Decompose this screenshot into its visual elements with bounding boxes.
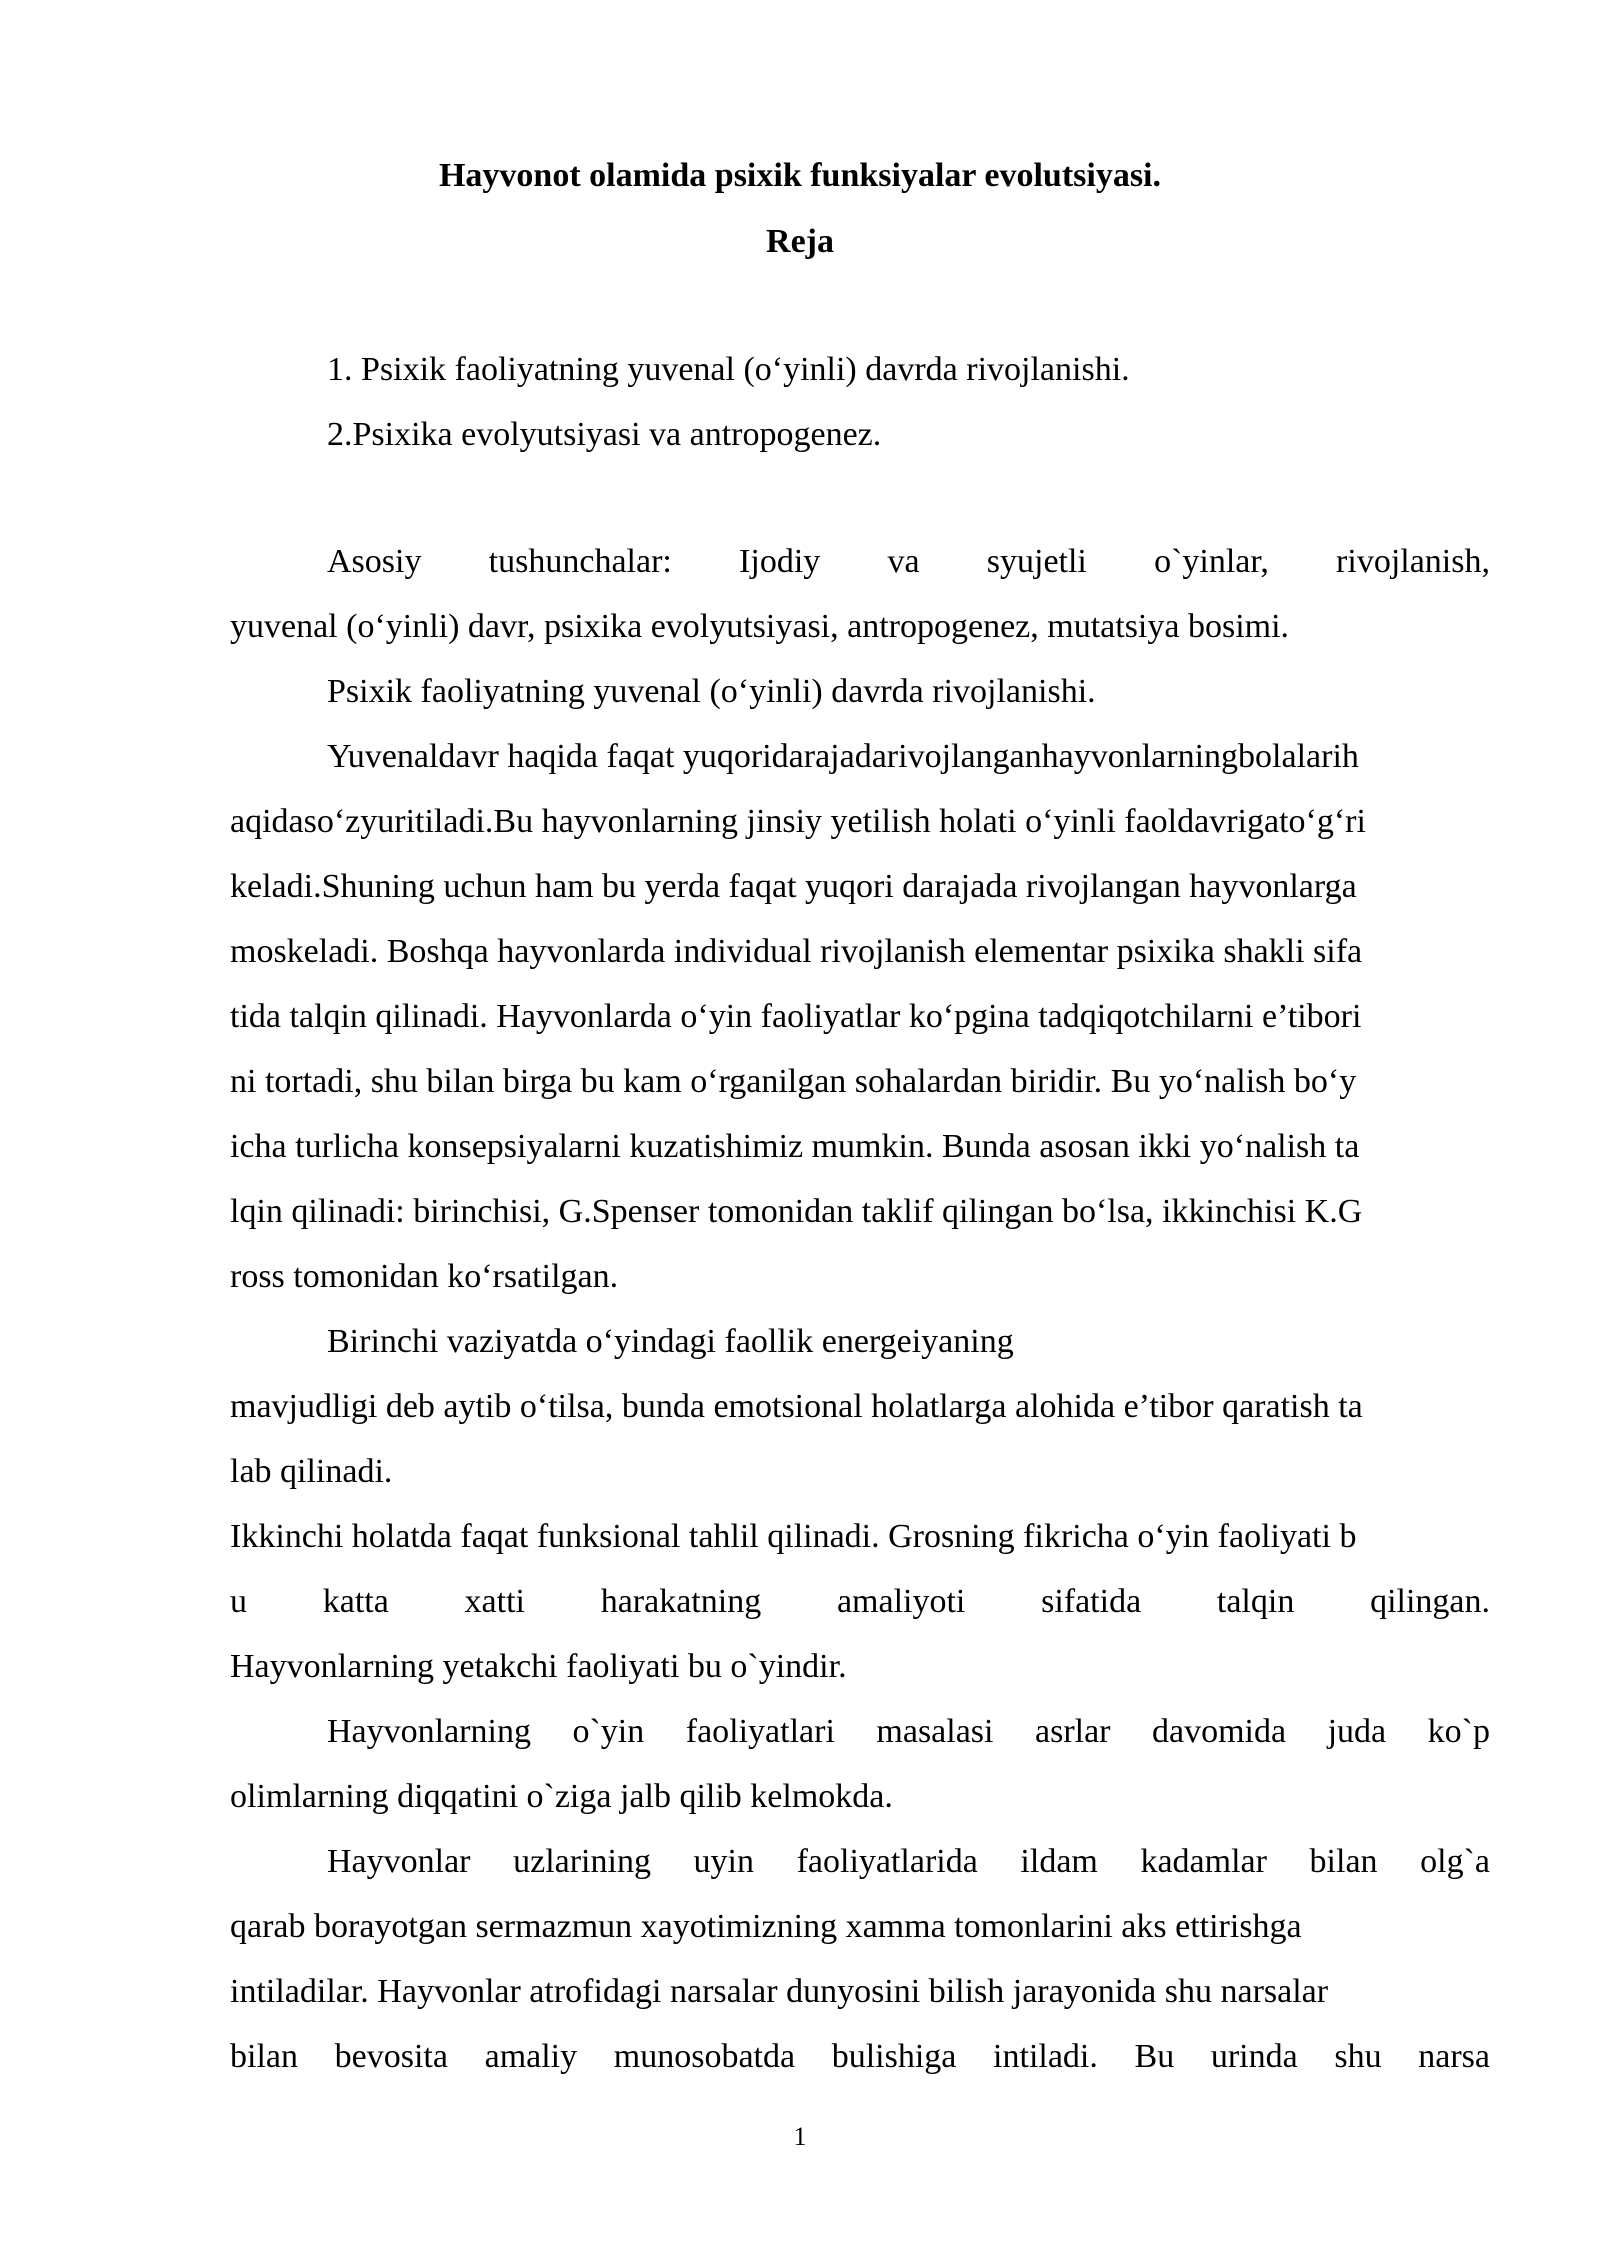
text-line: aqidaso‘zyuritiladi.Bu hayvonlarning jinsiy yetilish holati o‘yinli faoldavrigato‘g‘ri <box>230 803 1366 840</box>
text-line: u katta xatti harakatning amaliyoti sifatida talqin qilingan. <box>230 1583 1490 1620</box>
text-line: Asosiy tushunchalar: Ijodiy va syujetli o`yinlar, rivojlanish, <box>327 543 1490 580</box>
text-line: yuvenal (o‘yinli) davr, psixika evolyutsiyasi, antropogenez, mutatsiya bosimi. <box>230 608 1290 645</box>
plan-heading: Reja <box>766 223 834 260</box>
text-line: mavjudligi deb aytib o‘tilsa, bunda emotsional holatlarga alohida e’tibor qaratish ta <box>230 1388 1363 1425</box>
text-line: ni tortadi, shu bilan birga bu kam o‘rganilgan sohalardan biridir. Bu yo‘nalish bo‘y <box>230 1063 1357 1100</box>
text-line: Birinchi vaziyatda o‘yindagi faollik energeiyaning <box>327 1323 1014 1360</box>
text-line: Hayvonlar uzlarining uyin faoliyatlarida ildam kadamlar bilan olg`a <box>327 1843 1490 1880</box>
text-line: bilan bevosita amaliy munosobatda bulishiga intiladi. Bu urinda shu narsa <box>230 2038 1490 2075</box>
text-line: moskeladi. Boshqa hayvonlarda individual rivojlanish elementar psixika shakli sifa <box>230 933 1363 970</box>
text-line: intiladilar. Hayvonlar atrofidagi narsalar dunyosini bilish jarayonida shu narsalar <box>230 1973 1329 2010</box>
plan-item: 2.Psixika evolyutsiyasi va antropogenez. <box>327 416 882 453</box>
text-line: keladi.Shuning uchun ham bu yerda faqat yuqori darajada rivojlangan hayvonlarga <box>230 868 1357 905</box>
document-title: Hayvonot olamida psixik funksiyalar evolutsiyasi. <box>438 157 1162 194</box>
text-line: olimlarning diqqatini o`ziga jalb qilib kelmokda. <box>230 1778 893 1815</box>
text-line: qarab borayotgan sermazmun xayotimizning xamma tomonlarini aks ettirishga <box>230 1908 1302 1945</box>
text-line: tida talqin qilinadi. Hayvonlarda o‘yin faoliyatlar ko‘pgina tadqiqotchilarni e’tibori <box>230 998 1362 1035</box>
text-line: Hayvonlarning yetakchi faoliyati bu o`yindir. <box>230 1648 847 1685</box>
section-heading: Psixik faoliyatning yuvenal (o‘yinli) davrda rivojlanishi. <box>327 673 1096 710</box>
text-line: Yuvenaldavr haqida faqat yuqoridarajadarivojlanganhayvonlarningbolalarih <box>327 738 1359 775</box>
text-line: Ikkinchi holatda faqat funksional tahlil qilinadi. Grosning fikricha o‘yin faoliyati b <box>230 1518 1357 1555</box>
plan-item: 1. Psixik faoliyatning yuvenal (o‘yinli) davrda rivojlanishi. <box>327 351 1130 388</box>
text-line: icha turlicha konsepsiyalarni kuzatishimiz mumkin. Bunda asosan ikki yo‘nalish ta <box>230 1128 1360 1165</box>
text-line: Hayvonlarning o`yin faoliyatlari masalasi asrlar davomida juda ko`p <box>327 1713 1490 1750</box>
text-line: lab qilinadi. <box>230 1453 393 1490</box>
text-line: lqin qilinadi: birinchisi, G.Spenser tomonidan taklif qilingan bo‘lsa, ikkinchisi K.G <box>230 1193 1363 1230</box>
page-number: 1 <box>793 2122 807 2151</box>
text-line: ross tomonidan ko‘rsatilgan. <box>230 1258 619 1295</box>
